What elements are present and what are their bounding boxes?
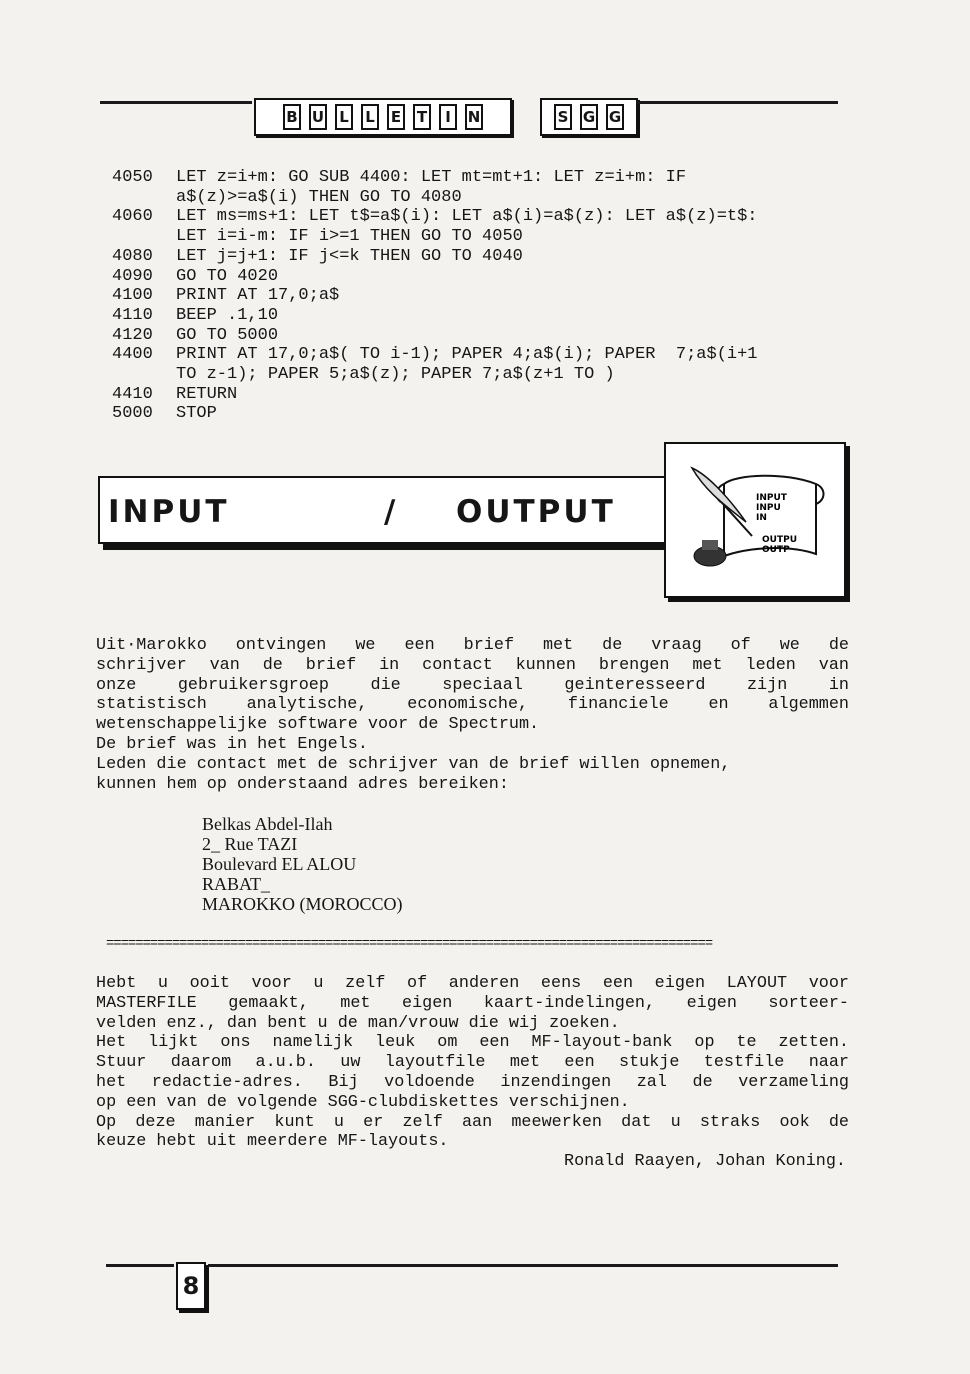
masthead-letter: U: [309, 104, 327, 130]
masthead-letter: L: [361, 104, 379, 130]
line-code: PRINT AT 17,0;a$: [176, 286, 340, 306]
listing-line: [112, 207, 852, 246]
scroll-text-3: IN: [756, 513, 767, 523]
masthead-letter: B: [283, 104, 301, 130]
footer-rule-right: [208, 1264, 838, 1267]
line-code: RETURN: [176, 384, 238, 404]
masthead-letter: G: [580, 104, 598, 130]
banner-slash: /: [384, 494, 396, 530]
text-line: Op deze manier kunt u er zelf aan meewerken dat u straks ook de: [96, 1112, 849, 1132]
scroll-text-4: OUTPU: [762, 535, 798, 545]
text-line: keuze hebt uit meerdere MF-layouts.: [96, 1132, 449, 1152]
line-number: 4110: [112, 305, 153, 325]
masthead-letter: L: [335, 104, 353, 130]
line-code: PRINT AT 17,0;a$( TO i-1); PAPER 4;a$(i); PAPER 7;a$(i+1 TO z-1); PAPER 5;a$(z); PAPER 7;a$(z+1 TO ): [176, 345, 758, 385]
line-code: BEEP .1,10: [176, 305, 279, 325]
text-line: statistisch analytische, economische, financiele en algemmen: [96, 695, 849, 715]
listing-line: [112, 306, 852, 326]
banner-output-title: OUTPUT: [456, 494, 616, 530]
io-illustration: [664, 442, 846, 598]
footer-rule-left: [106, 1264, 174, 1267]
masthead-letter: E: [387, 104, 405, 130]
scroll-text-2: INPU: [756, 503, 781, 513]
masthead-letter: S: [554, 104, 572, 130]
text-line: het redactie-adres. Bij voldoende inzendingen zal de verzameling: [96, 1072, 849, 1092]
address-line: Boulevard EL ALOU: [202, 854, 357, 874]
line-number: 4050: [112, 168, 153, 187]
text-line: MASTERFILE gemaakt, met eigen kaart-indelingen, eigen sorteer-: [96, 993, 849, 1013]
line-code: STOP: [176, 404, 217, 424]
listing-line: [112, 385, 852, 405]
listing-line: [112, 267, 852, 287]
signature: Ronald Raayen, Johan Koning.: [564, 1152, 846, 1171]
line-number: 5000: [112, 404, 153, 424]
line-code: GO TO 5000: [176, 325, 279, 345]
masthead-letter: N: [465, 104, 483, 130]
masthead-letter: I: [439, 104, 457, 130]
listing-line: [112, 326, 852, 346]
paragraph-english: [96, 735, 368, 755]
page-number: 8: [176, 1262, 206, 1310]
scroll-text-5: OUTP: [762, 545, 790, 555]
address-line: RABAT_: [202, 874, 271, 894]
listing-line: [112, 168, 852, 207]
basic-listing: [112, 168, 852, 424]
line-number: 4080: [112, 246, 153, 266]
text-line: Uit·Marokko ontvingen we een brief met de vraag of we de: [96, 636, 849, 655]
listing-line: [112, 247, 852, 267]
text-line: onze gebruikersgroep die speciaal geinteresseerd zijn in: [96, 675, 849, 695]
listing-line: [112, 286, 852, 306]
text-line: Stuur daarom a.u.b. uw layoutfile met een stukje testfile naar: [96, 1053, 849, 1073]
address-line: 2_ Rue TAZI: [202, 834, 298, 854]
masthead-letter: T: [413, 104, 431, 130]
line-number: 4120: [112, 325, 153, 345]
separator-line: ===================================================================================: [106, 936, 713, 952]
text-line: wetenschappelijke software voor de Spectrum.: [96, 715, 540, 735]
paragraph-morocco: [96, 636, 849, 735]
line-code: LET j=j+1: IF j<=k THEN GO TO 4040: [176, 246, 523, 266]
para2-line: De brief was in het Engels.: [96, 735, 368, 754]
text-line: kunnen hem op onderstaand adres bereiken:: [96, 774, 509, 794]
text-line: op een van de volgende SGG-clubdiskettes verschijnen.: [96, 1092, 630, 1112]
line-number: 4060: [112, 207, 153, 227]
text-line: Leden die contact met de schrijver van de brief willen opnemen,: [96, 755, 731, 774]
line-number: 4410: [112, 384, 153, 404]
masthead-rule-left: [100, 101, 252, 104]
line-code: GO TO 4020: [176, 266, 279, 286]
scroll-text-1: INPUT: [756, 493, 787, 503]
text-line: velden enz., dan bent u de man/vrouw die wij zoeken.: [96, 1013, 620, 1033]
line-code: LET z=i+m: GO SUB 4400: LET mt=mt+1: LET z=i+m: IF a$(z)>=a$(i) THEN GO TO 4080: [176, 168, 687, 207]
text-line: Het lijkt ons namelijk leuk om een MF-layout-bank op te zetten.: [96, 1033, 849, 1053]
scroll-quill-icon: [666, 444, 844, 596]
line-code: LET ms=ms+1: LET t$=a$(i): LET a$(i)=a$(z): LET a$(z)=t$: LET i=i-m: IF i>=1 THEN GO TO 4050: [176, 207, 758, 247]
address-block: [202, 814, 403, 914]
line-number: 4090: [112, 266, 153, 286]
text-line: schrijver van de brief in contact kunnen brengen met leden van: [96, 655, 849, 675]
address-line: MAROKKO (MOROCCO): [202, 894, 403, 914]
masthead-title: [254, 98, 512, 136]
listing-line: [112, 404, 852, 424]
masthead-rule-right: [636, 101, 838, 104]
banner-input-title: INPUT: [108, 494, 230, 530]
address-line: Belkas Abdel-Ilah: [202, 814, 333, 834]
text-line: Hebt u ooit voor u zelf of anderen eens een eigen LAYOUT voor: [96, 974, 849, 993]
paragraph-masterfile: [96, 974, 849, 1152]
line-number: 4100: [112, 286, 153, 306]
listing-line: [112, 345, 852, 384]
paragraph-contact: [96, 755, 730, 795]
masthead-letter: G: [606, 104, 624, 130]
masthead-sgg: [540, 98, 638, 136]
line-number: 4400: [112, 345, 153, 365]
